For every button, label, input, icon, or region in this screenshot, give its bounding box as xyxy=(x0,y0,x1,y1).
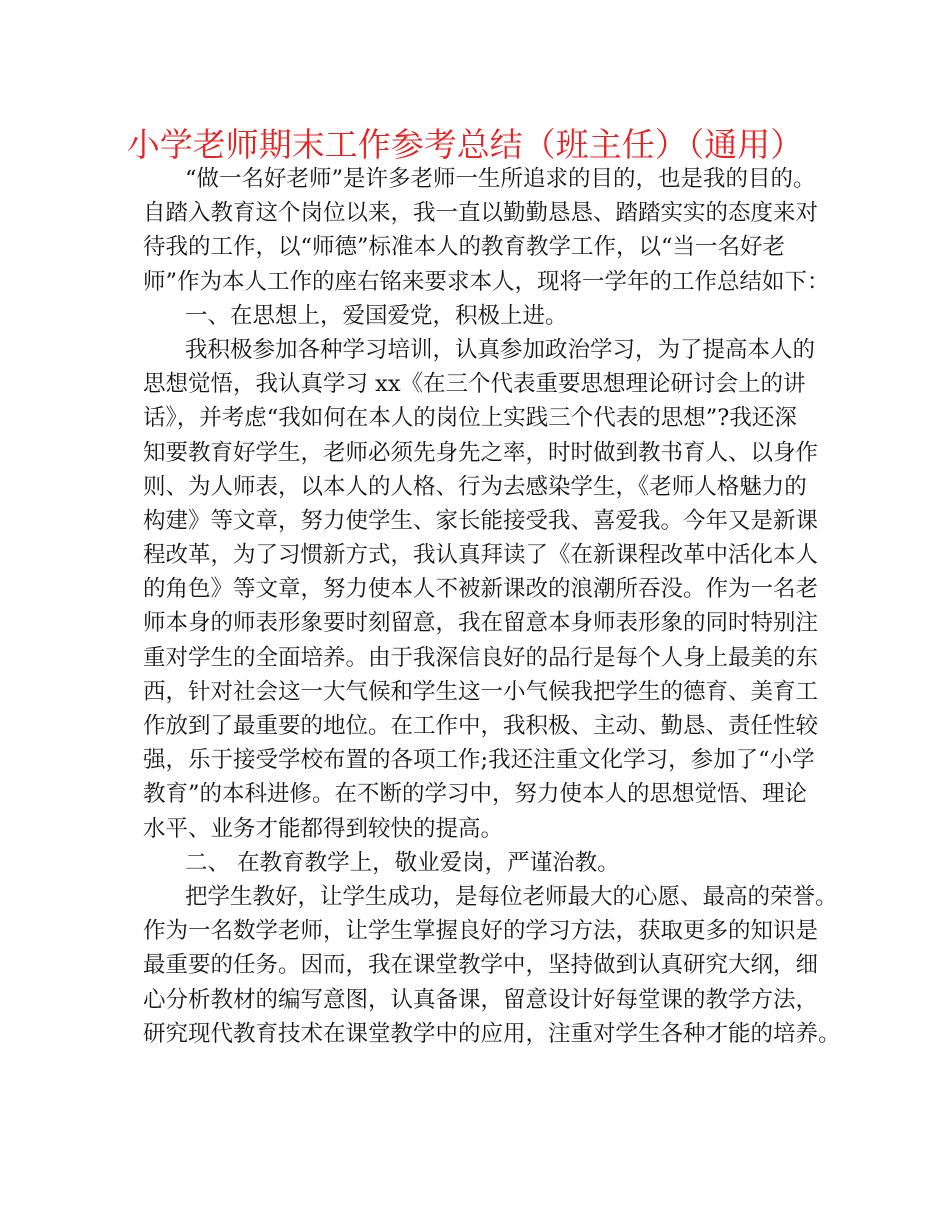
paragraph-line: 西，针对社会这一大气候和学生这一小气候我把学生的德育、美育工 xyxy=(143,678,819,705)
paragraph-line: 教育”的本科进修。在不断的学习中，努力使本人的思想觉悟、理论 xyxy=(143,781,808,808)
paragraph-line: 作为一名数学老师，让学生掌握良好的学习方法，获取更多的知识是 xyxy=(143,918,819,945)
paragraph-line: 话》，并考虑“我如何在本人的岗位上实践三个代表的思想”?我还深 xyxy=(143,405,797,432)
paragraph-line: 水平、业务才能都得到较快的提高。 xyxy=(143,815,504,842)
paragraph-line: 思想觉悟，我认真学习 xx《在三个代表重要思想理论研讨会上的讲 xyxy=(143,371,806,398)
paragraph-line: 我积极参加各种学习培训，认真参加政治学习，为了提高本人的 xyxy=(185,336,816,363)
section-heading: 一、在思想上，爱国爱党，积极上进。 xyxy=(185,302,568,329)
paragraph-line: 最重要的任务。因而，我在课堂教学中，坚持做到认真研究大纲，细 xyxy=(143,952,819,979)
paragraph-line: 把学生教好，让学生成功，是每位老师最大的心愿、最高的荣誉。 xyxy=(185,883,838,910)
paragraph-line: 作放到了最重要的地位。在工作中，我积极、主动、勤恳、责任性较 xyxy=(143,713,819,739)
paragraph-line: 待我的工作，以“师德”标准本人的教育教学工作，以“当一名好老 xyxy=(143,234,786,261)
paragraph-line: 则、为人师表，以本人的人格、行为去感染学生，《老师人格魅力的 xyxy=(143,473,807,500)
paragraph-line: 知要教育好学生，老师必须先身先之率，时时做到教书育人、以身作 xyxy=(143,439,819,466)
paragraph-line: 程改革，为了习惯新方式，我认真拜读了《在新课程改革中活化本人 xyxy=(143,542,819,569)
paragraph-line: 强，乐于接受学校布置的各项工作;我还注重文化学习，参加了“小学 xyxy=(143,747,815,774)
paragraph-line: “做一名好老师”是许多老师一生所追求的目的，也是我的目的。 xyxy=(185,166,816,192)
paragraph-line: 重对学生的全面培养。由于我深信良好的品行是每个人身上最美的东 xyxy=(143,644,819,671)
paragraph-line: 自踏入教育这个岗位以来，我一直以勤勤恳恳、踏踏实实的态度来对 xyxy=(143,200,819,227)
paragraph-line: 师”作为本人工作的座右铭来要求本人，现将一学年的工作总结如下： xyxy=(143,268,830,295)
paragraph-line: 构建》等文章，努力使学生、家长能接受我、喜爱我。今年又是新课 xyxy=(143,507,819,534)
paragraph-line: 的角色》等文章，努力使本人不被新课改的浪潮所吞没。作为一名老 xyxy=(143,576,819,603)
paragraph-line: 师本身的师表形象要时刻留意，我在留意本身师表形象的同时特别注 xyxy=(143,610,819,637)
paragraph-line: 研究现代教育技术在课堂教学中的应用，注重对学生各种才能的培养。 xyxy=(143,1020,841,1047)
document-title: 小学老师期末工作参考总结（班主任）（通用） xyxy=(126,125,804,164)
paragraph-line: 心分析教材的编写意图，认真备课，留意设计好每堂课的教学方法， xyxy=(143,986,819,1013)
document-body xyxy=(143,162,841,1051)
section-heading: 二、 在教育教学上，敬业爱岗，严谨治教。 xyxy=(185,849,620,876)
